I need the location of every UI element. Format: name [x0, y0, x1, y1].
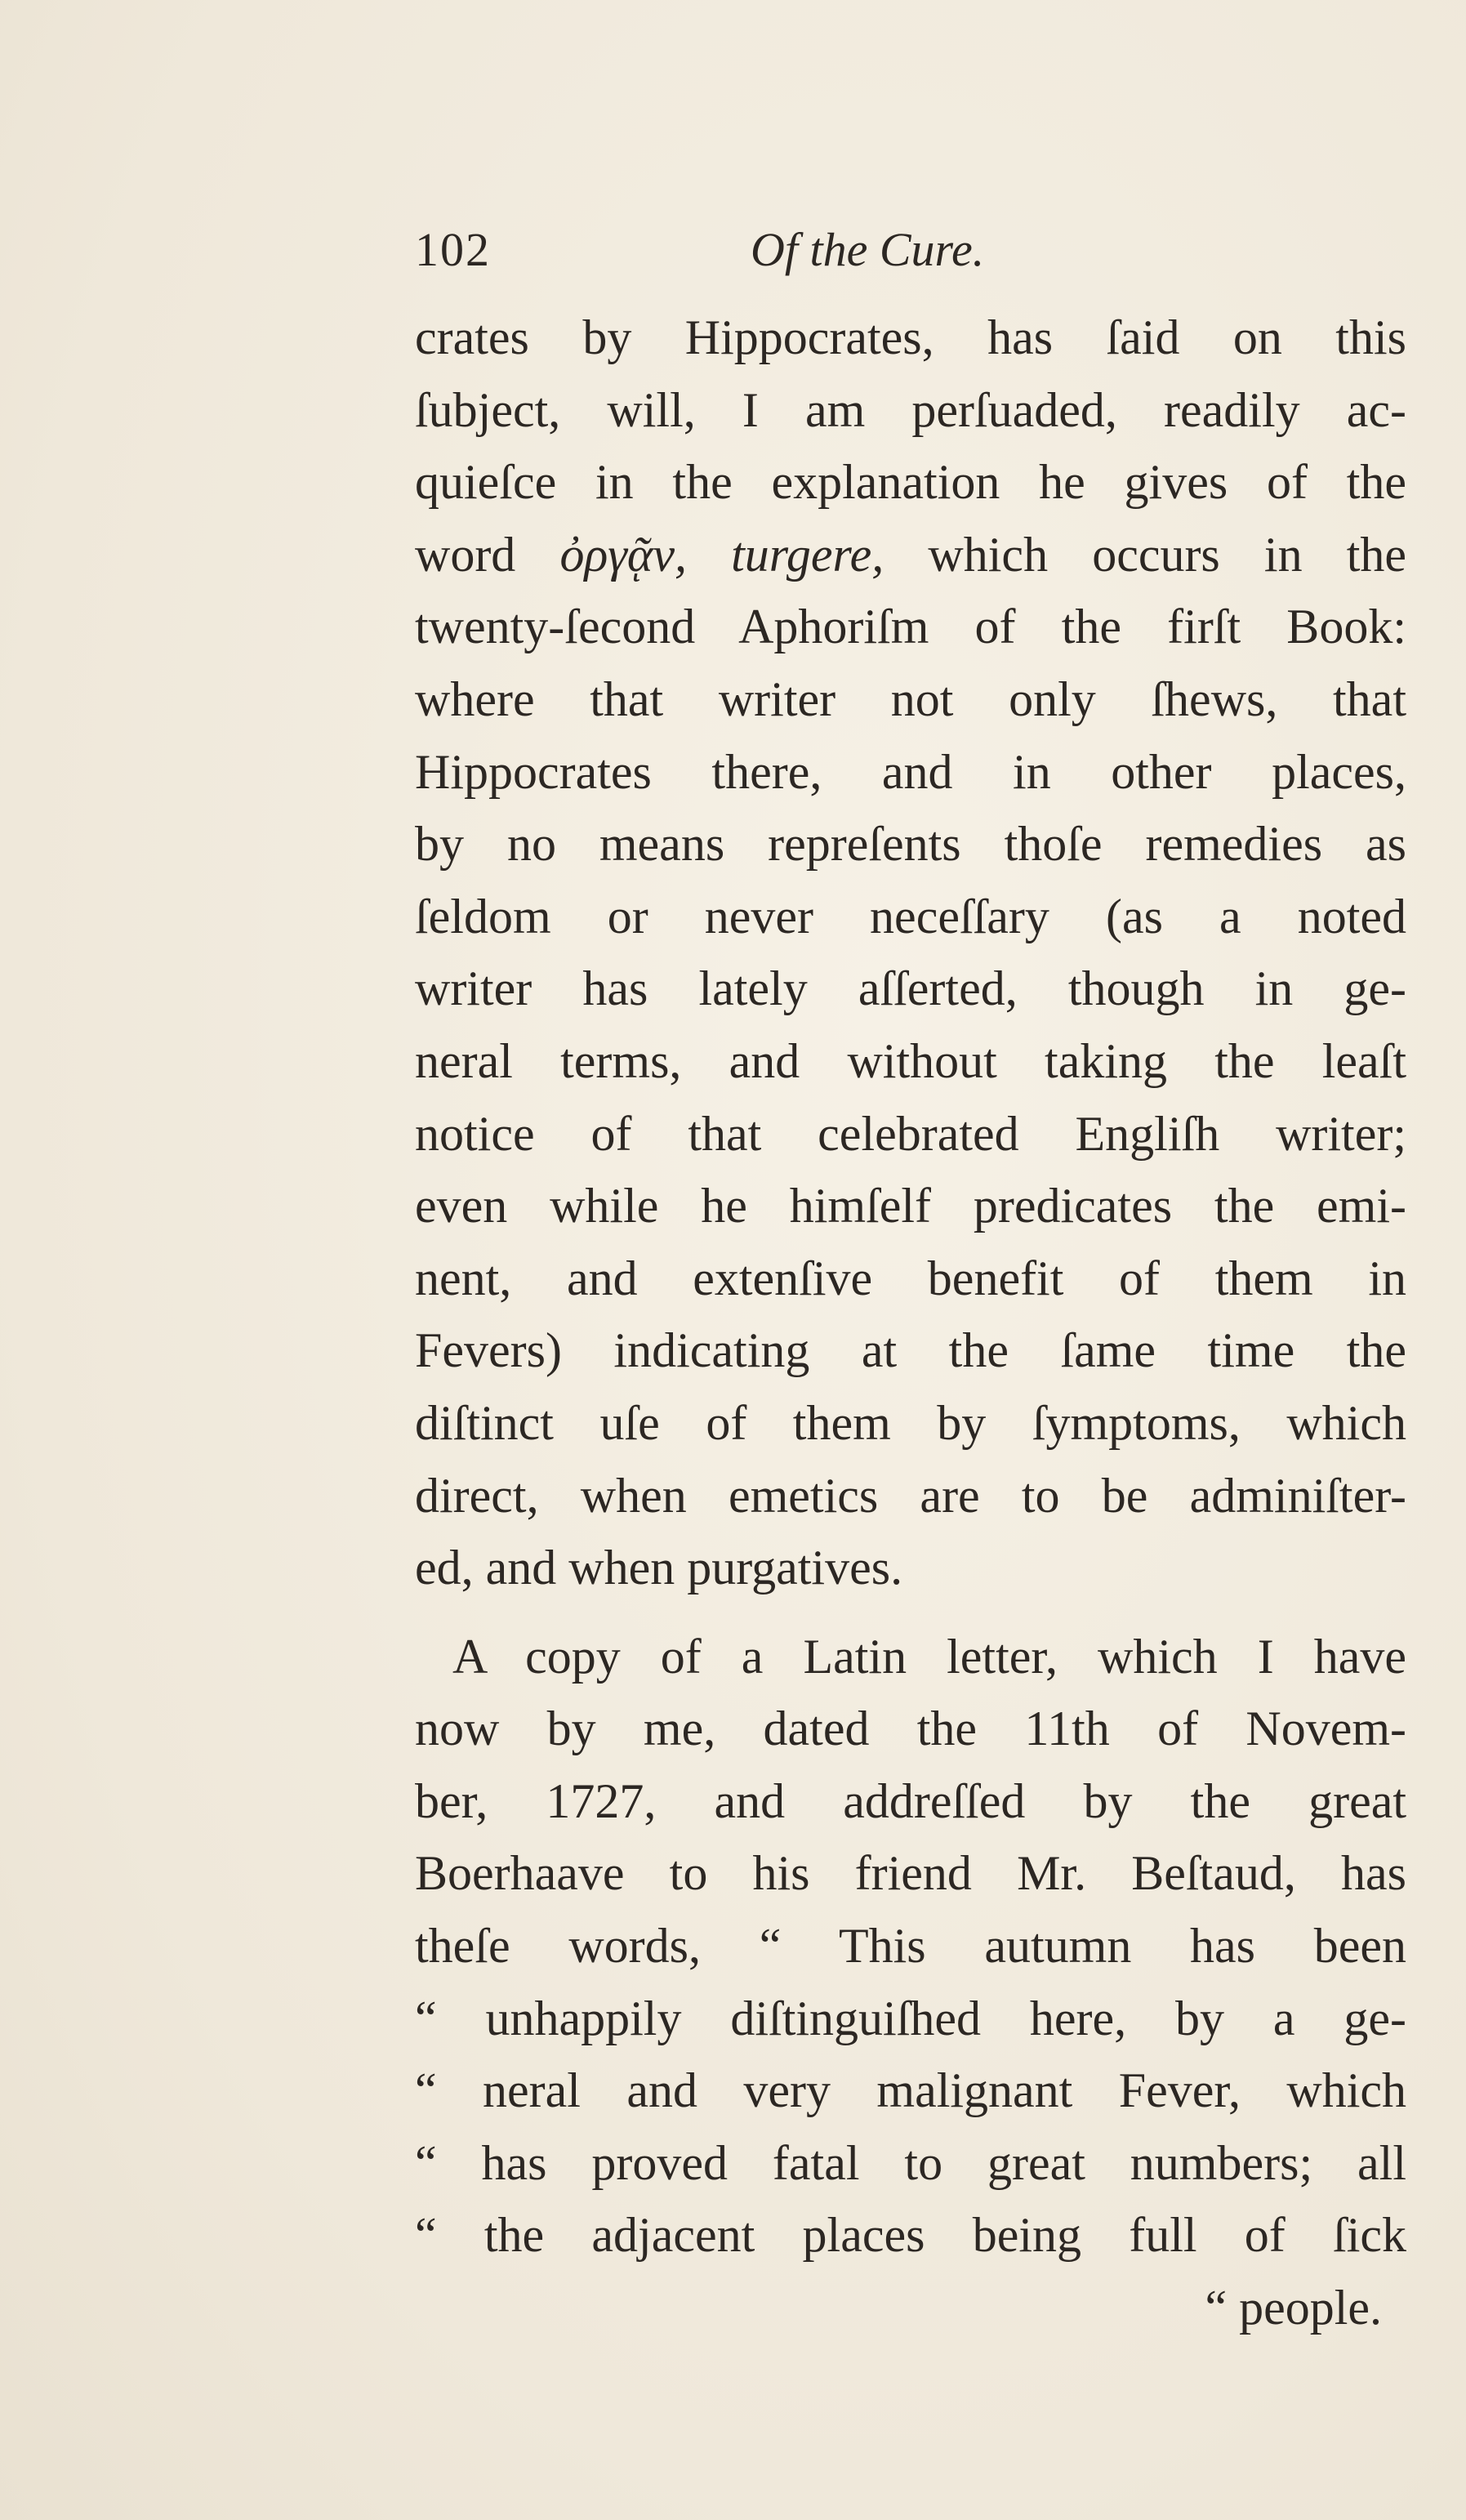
- text-segment: even while he himſelf predicates the emi-: [415, 1179, 1406, 1233]
- text-line: [415, 1460, 1406, 1532]
- page-header: [415, 222, 1406, 279]
- body-text: [415, 301, 1406, 2344]
- text-segment: ſeldom or never neceſſary (as a noted: [415, 889, 1406, 943]
- text-line: [415, 881, 1406, 953]
- text-segment: neral terms, and without taking the leaſt: [415, 1033, 1406, 1088]
- text-line: [415, 1693, 1406, 1765]
- text-segment: theſe words, “ This autumn has been: [415, 1919, 1406, 1974]
- text-line: [415, 1837, 1406, 1910]
- text-line: [415, 1314, 1406, 1387]
- text-segment: “ people.: [1205, 2281, 1382, 2335]
- text-line: [415, 446, 1406, 519]
- text-line: [415, 1170, 1406, 1242]
- text-line: [415, 1098, 1406, 1171]
- paragraph: [415, 301, 1406, 1604]
- text-line: [415, 663, 1406, 736]
- text-segment: Fevers) indicating at the ſame time the: [415, 1323, 1406, 1378]
- text-segment: A copy of a Latin letter, which I have: [452, 1629, 1406, 1684]
- text-segment: “ unhappily diſtinguiſhed here, by a ge-: [415, 1991, 1406, 2045]
- text-segment: notice of that celebrated Engliſh writer;: [415, 1106, 1406, 1161]
- text-line: [415, 301, 1406, 374]
- running-title: Of the Cure.: [751, 223, 985, 276]
- text-segment: Hippocrates there, and in other places,: [415, 744, 1406, 799]
- text-line: [415, 374, 1406, 447]
- text-line: [415, 952, 1406, 1025]
- text-line: [415, 1621, 1406, 1693]
- text-line: [415, 591, 1406, 663]
- text-line: [415, 1387, 1406, 1460]
- text-line: [415, 2272, 1406, 2344]
- text-line: [415, 1910, 1406, 1983]
- text-segment: “ has proved fatal to great numbers; all: [415, 2135, 1406, 2190]
- text-line: [415, 808, 1406, 881]
- text-segment: crates by Hippocrates, has ſaid on this: [415, 310, 1406, 364]
- text-line: [415, 2199, 1406, 2272]
- text-segment: quieſce in the explanation he gives of the: [415, 455, 1406, 510]
- text-segment: writer has lately aſſerted, though in ge-: [415, 961, 1406, 1016]
- page-number: 102: [415, 223, 491, 276]
- text-line: [415, 736, 1406, 809]
- text-segment: ed, and when purgatives.: [415, 1541, 903, 1595]
- text-line: [415, 1025, 1406, 1098]
- text-segment: “ the adjacent places being full of ſick: [415, 2208, 1406, 2263]
- text-segment: where that writer not only ſhews, that: [415, 671, 1406, 726]
- text-segment: word: [415, 527, 560, 582]
- text-segment: direct, when emetics are to be adminiſter-: [415, 1468, 1406, 1523]
- italic-text: ὀργᾷν, turgere,: [559, 527, 885, 582]
- text-segment: “ neral and very malignant Fever, which: [415, 2063, 1406, 2118]
- text-line: [415, 519, 1406, 591]
- text-segment: ber, 1727, and addreſſed by the great: [415, 1773, 1406, 1828]
- paragraph: [415, 1621, 1406, 2344]
- text-line: [415, 1765, 1406, 1838]
- text-segment: twenty-ſecond Aphoriſm of the firſt Book:: [415, 600, 1406, 654]
- text-segment: Boerhaave to his friend Mr. Beſtaud, has: [415, 1846, 1406, 1901]
- text-line: [415, 1983, 1406, 2055]
- text-line: [415, 1242, 1406, 1315]
- text-segment: nent, and extenſive benefit of them in: [415, 1251, 1406, 1305]
- text-segment: ſubject, will, I am perſuaded, readily ac-: [415, 382, 1406, 437]
- text-line: [415, 1532, 1406, 1604]
- text-segment: now by me, dated the 11th of Novem-: [415, 1702, 1406, 1756]
- text-segment: by no means repreſents thoſe remedies as: [415, 817, 1406, 872]
- text-segment: which occurs in the: [884, 527, 1406, 582]
- text-line: [415, 2054, 1406, 2127]
- text-segment: diſtinct uſe of them by ſymptoms, which: [415, 1395, 1406, 1450]
- text-line: [415, 2127, 1406, 2200]
